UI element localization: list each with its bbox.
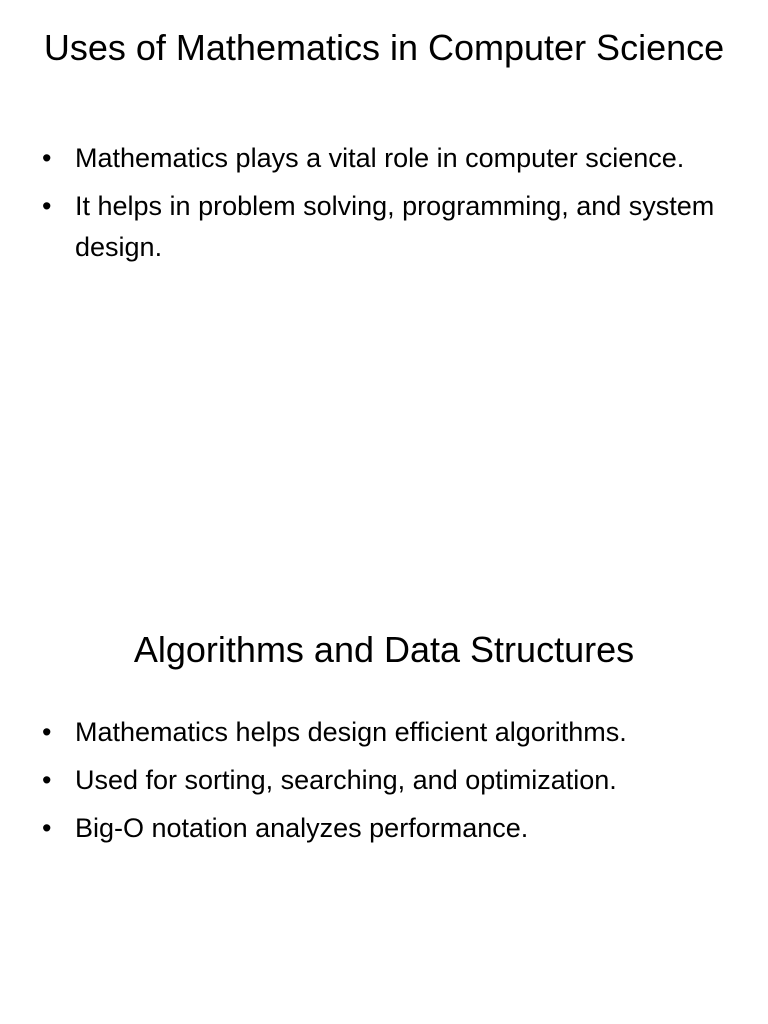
bullet-text: Big-O notation analyzes performance. [75, 813, 529, 843]
bullet-item [38, 138, 738, 179]
bullet-icon: • [42, 813, 52, 843]
bullet-icon: • [42, 191, 52, 221]
bullet-text: Mathematics helps design efficient algorithms. [75, 717, 627, 747]
bullet-icon: • [42, 143, 52, 173]
bullet-text: Used for sorting, searching, and optimization. [75, 765, 617, 795]
bullet-text: Mathematics plays a vital role in computer science. [75, 143, 685, 173]
bullet-item [38, 186, 738, 268]
bullet-text: It helps in problem solving, programming, and system design. [75, 191, 715, 262]
slide-title: Algorithms and Data Structures [133, 629, 635, 670]
bullet-list [38, 138, 738, 275]
bullet-item [38, 712, 738, 753]
slide-title: Uses of Mathematics in Computer Science [43, 27, 725, 68]
bullet-icon: • [42, 717, 52, 747]
slide-2 [0, 512, 768, 1024]
bullet-item [38, 808, 738, 849]
bullet-item [38, 760, 738, 801]
bullet-icon: • [42, 765, 52, 795]
bullet-list [38, 712, 738, 856]
